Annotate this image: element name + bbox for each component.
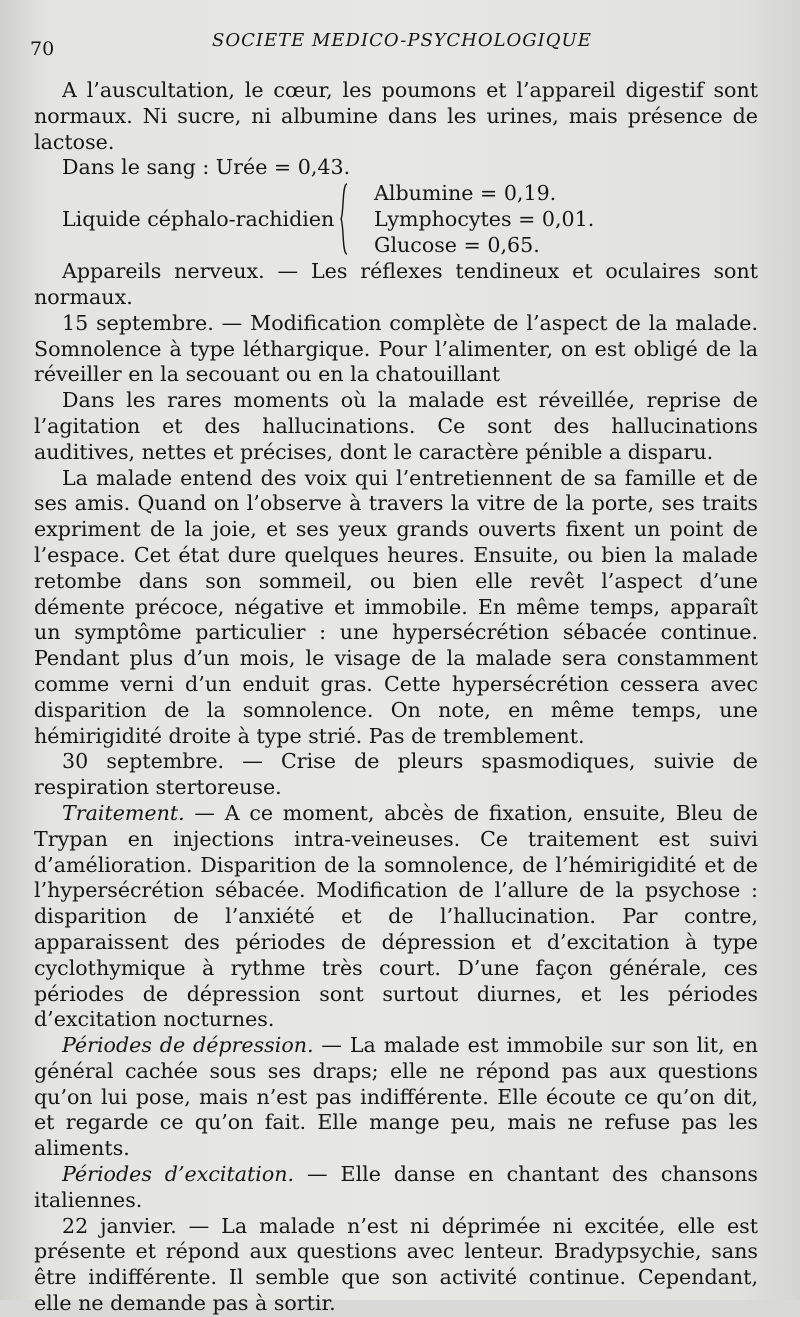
csf-label: Liquide céphalo-rachidien [62, 207, 335, 232]
paragraph-depression [34, 1033, 758, 1162]
page-body [34, 78, 758, 1317]
treatment-heading: Traitement. [62, 800, 185, 825]
brace-icon [340, 183, 348, 255]
depression-heading: Périodes de dépression. [62, 1033, 314, 1058]
paragraph-30-september: 30 septembre. — Crise de pleurs spasmodiques, suivie de respiration stertoreuse. [34, 749, 758, 800]
running-title: SOCIETE MEDICO-PSYCHOLOGIQUE [212, 30, 592, 51]
paragraph-excitation [34, 1162, 758, 1214]
paragraph-22-january: 22 janvier. — La malade n’est ni déprimée ni excitée, elle est présente et répond aux questions avec lenteur. Bradypsychie, sans être indifférente. Il semble que son activité continue. Cependant, elle ne demande pas à sortir. [34, 1213, 758, 1316]
paragraph-voices: La malade entend des voix qui l’entretiennent de sa famille et de ses amis. Quand on l’observe à travers la vitre de la porte, ses traits expriment de la joie, et ses yeux grands ouverts fixent un point de l’espace. Cet état dure quelques heures. Ensuite, ou bien la malade retombe dans son sommeil, ou bien elle revêt l’aspect d’une démente précoce, négative et immobile. En même temps, apparaît un symptôme particulier : une hypersécrétion sébacée continue. Pendant plus d’un mois, le visage de la malade sera constamment comme verni d’un enduit gras. Cette hypersécrétion cessera avec disparition de la somnolence. On note, en même temps, une hémirigidité droite à type strié. Pas de tremblement. [34, 465, 758, 748]
excitation-text: — Elle danse en chantant des chansons italiennes. [34, 1162, 758, 1212]
paragraph-auscultation: A l’auscultation, le cœur, les poumons et l’appareil digestif sont normaux. Ni sucre, ni albumine dans les urines, mais présence de lactose. [34, 78, 758, 154]
excitation-heading: Périodes d’excitation. [62, 1162, 295, 1187]
csf-albumine: Albumine = 0,19. [374, 181, 557, 206]
paragraph-treatment [34, 801, 758, 1033]
csf-glucose: Glucose = 0,65. [374, 233, 540, 258]
treatment-text: — A ce moment, abcès de fixation, ensuite, Bleu de Trypan en injections intra-veineuses. Ce traitement est suivi d’amélioration. Disparition de la somnolence, de l’hémirigidité et de l’hypersécrétion sébacée. Modification de l’allure de la psychose : disparition de l’anxiété et de l’hallucination. Par contre, apparaissent des périodes de dépression et d’excitation à type cyclothymique à rythme très court. D’une façon générale, ces périodes de dépression sont surtout diurnes, et les périodes d’excitation nocturnes. [34, 800, 758, 1032]
page-header [0, 30, 800, 60]
csf-lymphocytes: Lymphocytes = 0,01. [374, 207, 595, 232]
paragraph-15-september: 15 septembre. — Modification complète de l’aspect de la malade. Somnolence à type léthargique. Pour l’alimenter, on est obligé de la réveiller en la secouant ou en la chatouillant [34, 310, 758, 387]
csf-values [374, 181, 594, 259]
paragraph-blood-urea: Dans le sang : Urée = 0,43. [62, 155, 351, 180]
csf-results-block [34, 181, 758, 259]
paragraph-rare-moments: Dans les rares moments où la malade est réveillée, reprise de l’agitation et des hallucinations. Ce sont des hallucinations auditives, nettes et précises, dont le caractère pénible a disparu. [34, 388, 758, 464]
paragraph-nervous: Appareils nerveux. — Les réflexes tendineux et oculaires sont normaux. [34, 259, 758, 309]
page-number: 70 [30, 38, 55, 60]
depression-text: — La malade est immobile sur son lit, en général cachée sous ses draps; elle ne répond pas aux questions qu’on lui pose, mais n’est pas indifférente. Elle écoute ce qu’on dit, et regarde ce qu’on fait. Elle mange peu, mais ne refuse pas les aliments. [34, 1033, 758, 1161]
